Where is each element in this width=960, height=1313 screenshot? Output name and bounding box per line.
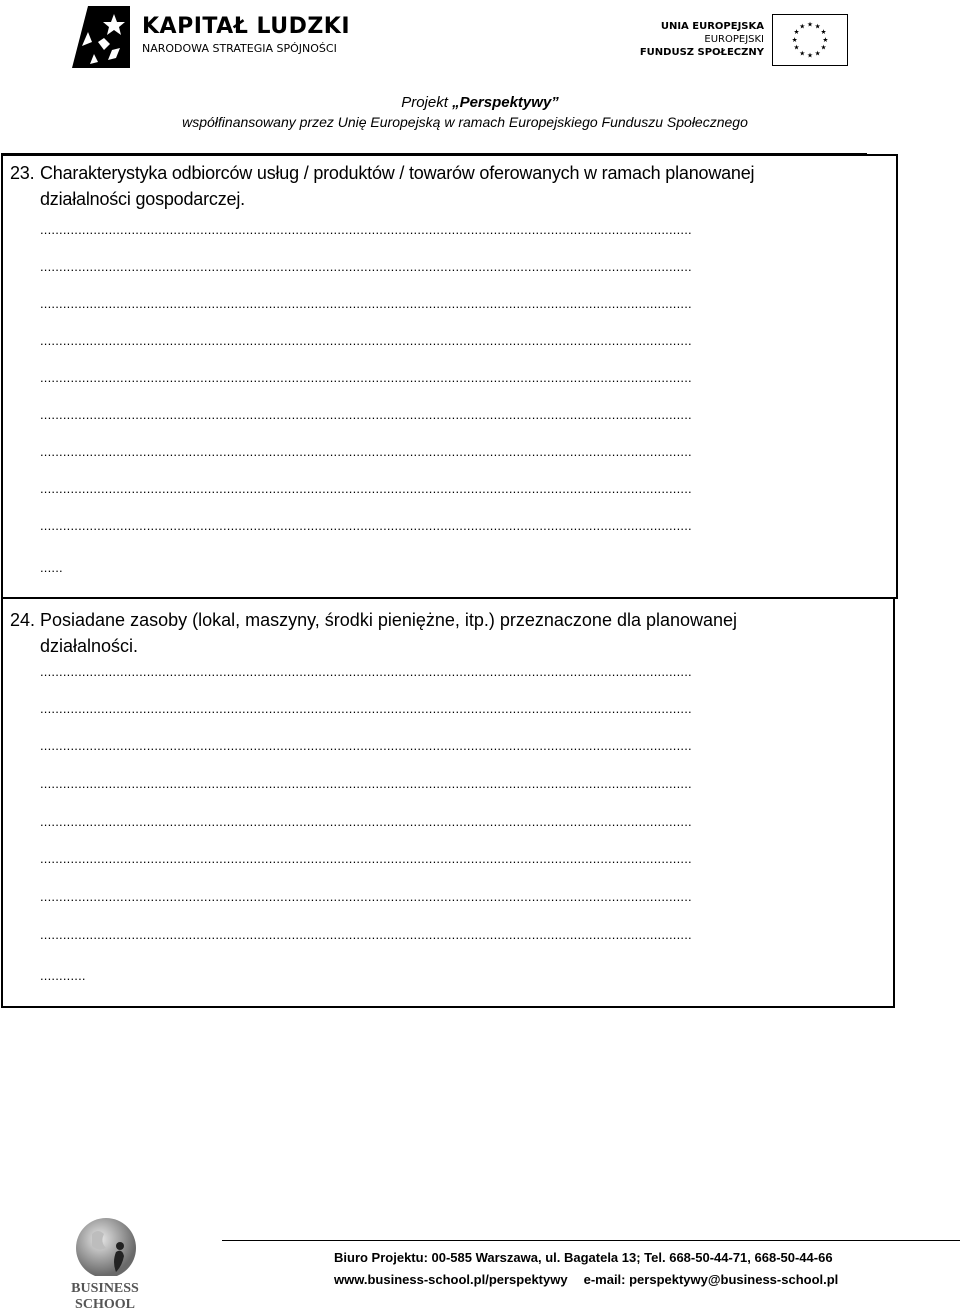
cofinancing-note: współfinansowany przez Unię Europejską w ramach Europejskiego Funduszu Społecznego bbox=[182, 114, 748, 130]
answer-line[interactable]: ........................................................................................................................................................................... bbox=[40, 333, 692, 348]
answer-line[interactable]: ........................................................................................................................................................................... bbox=[40, 370, 692, 385]
svg-text:★: ★ bbox=[822, 35, 829, 44]
project-prefix: Projekt bbox=[401, 94, 453, 111]
footer-website-link[interactable]: www.business-school.pl/perspektywy bbox=[334, 1272, 568, 1287]
svg-text:★: ★ bbox=[791, 35, 798, 44]
project-title bbox=[0, 94, 960, 111]
eu-line2: EUROPEJSKI bbox=[704, 34, 764, 45]
section-23-title bbox=[10, 160, 890, 212]
answer-line[interactable]: ........................................................................................................................................................................... bbox=[40, 738, 692, 753]
kapital-ludzki-title: KAPITAŁ LUDZKI bbox=[142, 14, 351, 39]
section-24-title-line1: Posiadane zasoby (lokal, maszyny, środki pieniężne, itp.) przeznaczone dla planowanej bbox=[40, 610, 738, 630]
section-24-number: 24. bbox=[10, 610, 36, 630]
answer-line[interactable]: ........................................................................................................................................................................... bbox=[40, 927, 692, 942]
business-school-logo-text2: SCHOOL bbox=[75, 1297, 135, 1312]
answer-line[interactable]: ........................................................................................................................................................................... bbox=[40, 889, 692, 904]
svg-text:★: ★ bbox=[814, 49, 821, 58]
business-school-logo-text1: BUSINESS bbox=[71, 1281, 139, 1296]
footer-rule bbox=[222, 1240, 960, 1241]
answer-line[interactable]: ........................................................................................................................................................................... bbox=[40, 259, 692, 274]
business-school-logo bbox=[62, 1214, 148, 1312]
footer-address: Biuro Projektu: 00-585 Warszawa, ul. Bagatela 13; Tel. 668-50-44-71, 668-50-44-66 bbox=[334, 1250, 833, 1265]
answer-line[interactable]: ........................................................................................................................................................................... bbox=[40, 444, 692, 459]
answer-line[interactable]: ........................................................................................................................................................................... bbox=[40, 222, 692, 237]
eu-flag-icon bbox=[772, 14, 848, 66]
svg-text:★: ★ bbox=[793, 43, 800, 52]
section-23-title-line1: Charakterystyka odbiorców usług / produktów / towarów oferowanych w ramach planowanej bbox=[40, 163, 755, 183]
answer-line[interactable]: ........................................................................................................................................................................... bbox=[40, 814, 692, 829]
kapital-ludzki-subtitle: NARODOWA STRATEGIA SPÓJNOŚCI bbox=[142, 42, 337, 55]
project-name: „Perspektywy” bbox=[452, 94, 559, 111]
answer-line[interactable]: ........................................................................................................................................................................... bbox=[40, 664, 692, 679]
footer-contact bbox=[334, 1272, 838, 1287]
svg-text:★: ★ bbox=[814, 22, 821, 31]
section-23-title-line2: działalności gospodarczej. bbox=[40, 189, 245, 209]
answer-line[interactable]: ........................................................................................................................................................................... bbox=[40, 851, 692, 866]
eu-line3: FUNDUSZ SPOŁECZNY bbox=[639, 47, 764, 58]
svg-text:★: ★ bbox=[799, 22, 806, 31]
svg-text:★: ★ bbox=[806, 20, 814, 29]
answer-line-last[interactable]: ...... bbox=[40, 560, 63, 575]
answer-line[interactable]: ........................................................................................................................................................................... bbox=[40, 701, 692, 716]
eu-logo-text bbox=[640, 20, 764, 59]
eu-line1: UNIA EUROPEJSKA bbox=[660, 21, 764, 32]
footer-email-link[interactable]: e-mail: perspektywy@business-school.pl bbox=[583, 1272, 839, 1287]
answer-line[interactable]: ........................................................................................................................................................................... bbox=[40, 776, 692, 791]
section-23-number: 23. bbox=[10, 163, 35, 183]
answer-line[interactable]: ........................................................................................................................................................................... bbox=[40, 296, 692, 311]
section-24-box bbox=[1, 598, 895, 1008]
answer-line[interactable]: ........................................................................................................................................................................... bbox=[40, 407, 692, 422]
section-24-title-line2: działalności. bbox=[40, 636, 139, 656]
svg-text:★: ★ bbox=[820, 28, 827, 37]
answer-line[interactable]: ........................................................................................................................................................................... bbox=[40, 481, 692, 496]
answer-line[interactable]: ........................................................................................................................................................................... bbox=[40, 518, 692, 533]
svg-text:★: ★ bbox=[793, 28, 800, 37]
answer-line-last[interactable]: ............ bbox=[40, 968, 86, 983]
svg-text:★: ★ bbox=[806, 51, 814, 60]
svg-text:★: ★ bbox=[820, 43, 827, 52]
svg-text:★: ★ bbox=[799, 49, 806, 58]
section-24-title bbox=[10, 607, 890, 659]
